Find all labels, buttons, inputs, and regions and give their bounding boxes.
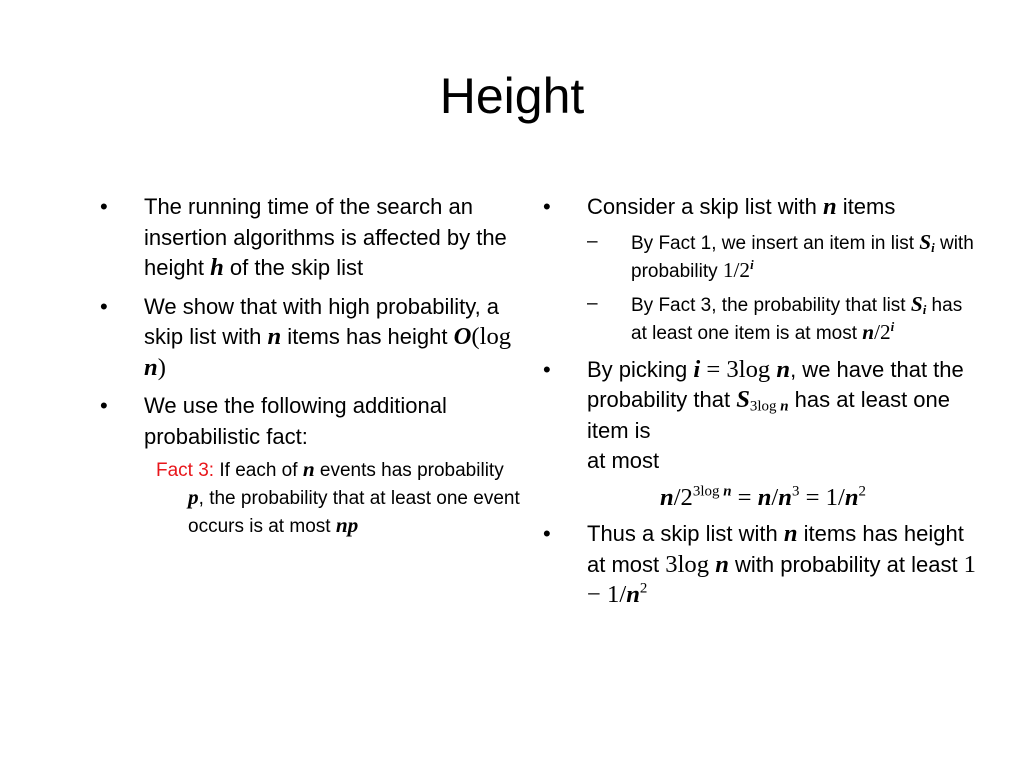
math-frac: 1/2: [722, 257, 751, 282]
text: items: [836, 194, 896, 219]
math-paren: ): [157, 353, 166, 381]
text: Thus a skip list with: [587, 521, 784, 546]
math-n: n: [778, 483, 792, 511]
math-n: n: [862, 319, 875, 344]
text: Consider a skip list with: [587, 194, 823, 219]
math-exp-n: n: [723, 483, 732, 500]
sub-fact-3: [587, 291, 983, 347]
text: If each of: [214, 460, 303, 481]
fact-3: [156, 456, 520, 540]
math-log: (log: [471, 323, 512, 350]
math-sub-i: i: [922, 301, 927, 317]
math-eq: = 1/: [799, 483, 845, 511]
math-h: h: [210, 254, 224, 281]
text: events has probability: [314, 460, 504, 481]
text: with probability: [631, 232, 974, 282]
math-exp-2: 2: [858, 483, 866, 500]
bullet-high-probability: [100, 292, 520, 384]
math-exp-i: i: [890, 318, 895, 334]
text: , we have that the probability that: [587, 356, 964, 412]
math-n: n: [715, 550, 729, 578]
math-sub-log: 3log: [749, 398, 781, 415]
bullet-consider: [543, 192, 983, 223]
math-one-minus: 1 − 1/: [587, 550, 976, 608]
math-eq: = 3log: [700, 355, 777, 383]
fact-label: Fact 3:: [156, 460, 215, 481]
text: , the probability that at least one event occurs is at most: [188, 488, 520, 537]
math-log: 3log: [665, 550, 716, 578]
text: items has height at most: [587, 521, 964, 577]
math-exp-3: 3: [791, 483, 800, 500]
math-frac: /2: [874, 319, 891, 344]
text: of the skip list: [223, 255, 364, 280]
equation: [543, 483, 983, 514]
math-S: S: [919, 229, 932, 254]
math-sub-n: n: [780, 398, 789, 415]
text: By Fact 3, the probability that list: [631, 294, 911, 316]
text: items has height: [281, 324, 454, 349]
math-n: n: [144, 353, 158, 381]
text: with probability at least: [728, 551, 964, 577]
text: We show that with high probability, a skip list with: [144, 293, 500, 349]
bullet-thus: [543, 519, 983, 611]
math-S: S: [910, 291, 923, 316]
bullet-running-time: [100, 192, 520, 284]
text: By Fact 1, we insert an item in list: [631, 232, 920, 254]
math-n: n: [783, 520, 798, 547]
math-n: n: [757, 483, 772, 511]
left-column: [100, 192, 520, 548]
math-sub-i: i: [931, 239, 935, 255]
sub-fact-1: [587, 229, 983, 285]
math-eq: =: [731, 483, 758, 511]
math-slash: /: [771, 483, 779, 511]
math-frac: /2: [673, 483, 693, 511]
math-i: i: [693, 355, 701, 383]
math-n: n: [822, 193, 837, 220]
text: has at least one item is at most: [631, 294, 963, 344]
math-n: n: [844, 483, 859, 511]
math-n: n: [660, 483, 674, 511]
math-n: n: [302, 457, 315, 481]
math-exp-2: 2: [639, 580, 648, 597]
math-exp-i: i: [750, 256, 754, 272]
slide-title: Height: [439, 68, 585, 124]
math-n: n: [776, 355, 791, 383]
math-S: S: [736, 386, 750, 413]
math-n: n: [626, 581, 640, 608]
text: By picking: [587, 356, 694, 382]
right-column: [543, 192, 983, 619]
math-exp-log: 3log: [692, 483, 724, 500]
math-p: p: [188, 485, 199, 509]
text: The running time of the search an insertion algorithms is affected by the height: [144, 194, 507, 280]
math-n: n: [267, 323, 282, 350]
text-at-most: at most: [587, 448, 660, 473]
bullet-picking: [543, 355, 983, 477]
math-O: O: [453, 323, 472, 350]
bullet-additional-fact: • We use the following additional probabilistic fact:: [100, 391, 520, 452]
math-np: np: [335, 513, 359, 537]
text: has at least one item is: [587, 387, 951, 443]
